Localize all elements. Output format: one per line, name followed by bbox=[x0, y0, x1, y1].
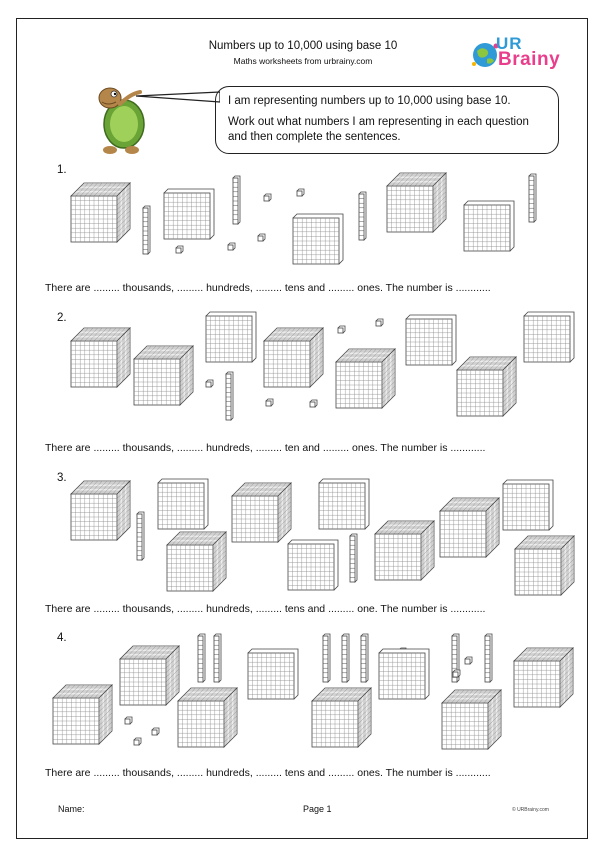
thousand-cube bbox=[166, 531, 227, 592]
thousand-cube bbox=[514, 535, 575, 596]
ten-rod bbox=[197, 633, 206, 683]
question-4-number: 4. bbox=[57, 632, 67, 644]
one-cube bbox=[265, 398, 274, 407]
question-2-number: 2. bbox=[57, 312, 67, 324]
hundred-flat bbox=[318, 478, 370, 530]
ten-rod bbox=[225, 371, 234, 421]
ten-rod bbox=[341, 633, 350, 683]
thousand-cube bbox=[231, 482, 292, 543]
speech-bubble-tail bbox=[136, 90, 220, 104]
thousand-cube bbox=[70, 182, 131, 243]
logo-text-ur: UR bbox=[496, 34, 523, 53]
ten-rod bbox=[358, 191, 367, 241]
ten-rod bbox=[349, 533, 358, 583]
thousand-cube bbox=[263, 327, 324, 388]
hundred-flat bbox=[405, 314, 457, 366]
ten-rod bbox=[142, 205, 151, 255]
thousand-cube bbox=[133, 345, 194, 406]
one-cube bbox=[464, 656, 473, 665]
urbrainy-logo bbox=[470, 34, 562, 76]
ten-rod bbox=[136, 511, 145, 561]
question-3-sentence: There are ......... thousands, ......... hundreds, ......... tens and ......... one. The number is ............ bbox=[45, 603, 486, 615]
one-cube bbox=[375, 318, 384, 327]
ten-rod bbox=[232, 175, 241, 225]
hundred-flat bbox=[247, 648, 299, 700]
question-2-sentence: There are ......... thousands, ......... hundreds, ......... ten and ......... ones. The number is ............ bbox=[45, 442, 486, 454]
one-cube bbox=[133, 737, 142, 746]
hundred-flat bbox=[292, 213, 344, 265]
one-cube bbox=[257, 233, 266, 242]
question-1-number: 1. bbox=[57, 164, 67, 176]
ten-rod bbox=[528, 173, 537, 223]
hundred-flat bbox=[463, 200, 515, 252]
thousand-cube bbox=[311, 687, 372, 748]
thousand-cube bbox=[456, 356, 517, 417]
ten-rod bbox=[213, 633, 222, 683]
speech-line-1: I am representing numbers up to 10,000 using base 10. bbox=[228, 95, 511, 107]
thousand-cube bbox=[335, 348, 396, 409]
one-cube bbox=[309, 399, 318, 408]
thousand-cube bbox=[119, 645, 180, 706]
page-title: Numbers up to 10,000 using base 10 bbox=[208, 40, 398, 52]
ten-rod bbox=[322, 633, 331, 683]
one-cube bbox=[263, 193, 272, 202]
one-cube bbox=[227, 242, 236, 251]
ten-rod bbox=[484, 633, 493, 683]
hundred-flat bbox=[157, 478, 209, 530]
thousand-cube bbox=[374, 520, 435, 581]
page-number: Page 1 bbox=[303, 804, 332, 814]
one-cube bbox=[296, 188, 305, 197]
question-4-sentence: There are ......... thousands, ......... hundreds, ......... tens and ......... ones. The number is ............ bbox=[45, 767, 491, 779]
speech-line-2: Work out what numbers I am representing in each question and then complete the sentences. bbox=[228, 116, 529, 143]
hundred-flat bbox=[502, 479, 554, 531]
question-3-number: 3. bbox=[57, 472, 67, 484]
ten-rod bbox=[360, 633, 369, 683]
hundred-flat bbox=[205, 311, 257, 363]
thousand-cube bbox=[70, 480, 131, 541]
thousand-cube bbox=[52, 684, 113, 745]
name-label: Name: bbox=[58, 804, 85, 814]
one-cube bbox=[151, 727, 160, 736]
copyright-text: © URBrainy.com bbox=[512, 807, 549, 813]
one-cube bbox=[452, 669, 461, 678]
logo-text-brainy: Brainy bbox=[498, 49, 561, 70]
thousand-cube bbox=[386, 172, 447, 233]
thousand-cube bbox=[70, 327, 131, 388]
turtle-mascot-icon bbox=[88, 76, 148, 156]
one-cube bbox=[337, 325, 346, 334]
page-subtitle: Maths worksheets from urbrainy.com bbox=[233, 56, 373, 66]
one-cube bbox=[175, 245, 184, 254]
thousand-cube bbox=[439, 497, 500, 558]
hundred-flat bbox=[378, 648, 430, 700]
hundred-flat bbox=[287, 539, 339, 591]
question-1-sentence: There are ......... thousands, ......... hundreds, ......... tens and ......... ones. The number is ............ bbox=[45, 282, 491, 294]
thousand-cube bbox=[441, 689, 502, 750]
hundred-flat bbox=[163, 188, 215, 240]
thousand-cube bbox=[177, 687, 238, 748]
one-cube bbox=[205, 379, 214, 388]
thousand-cube bbox=[513, 647, 574, 708]
one-cube bbox=[124, 716, 133, 725]
hundred-flat bbox=[523, 311, 575, 363]
